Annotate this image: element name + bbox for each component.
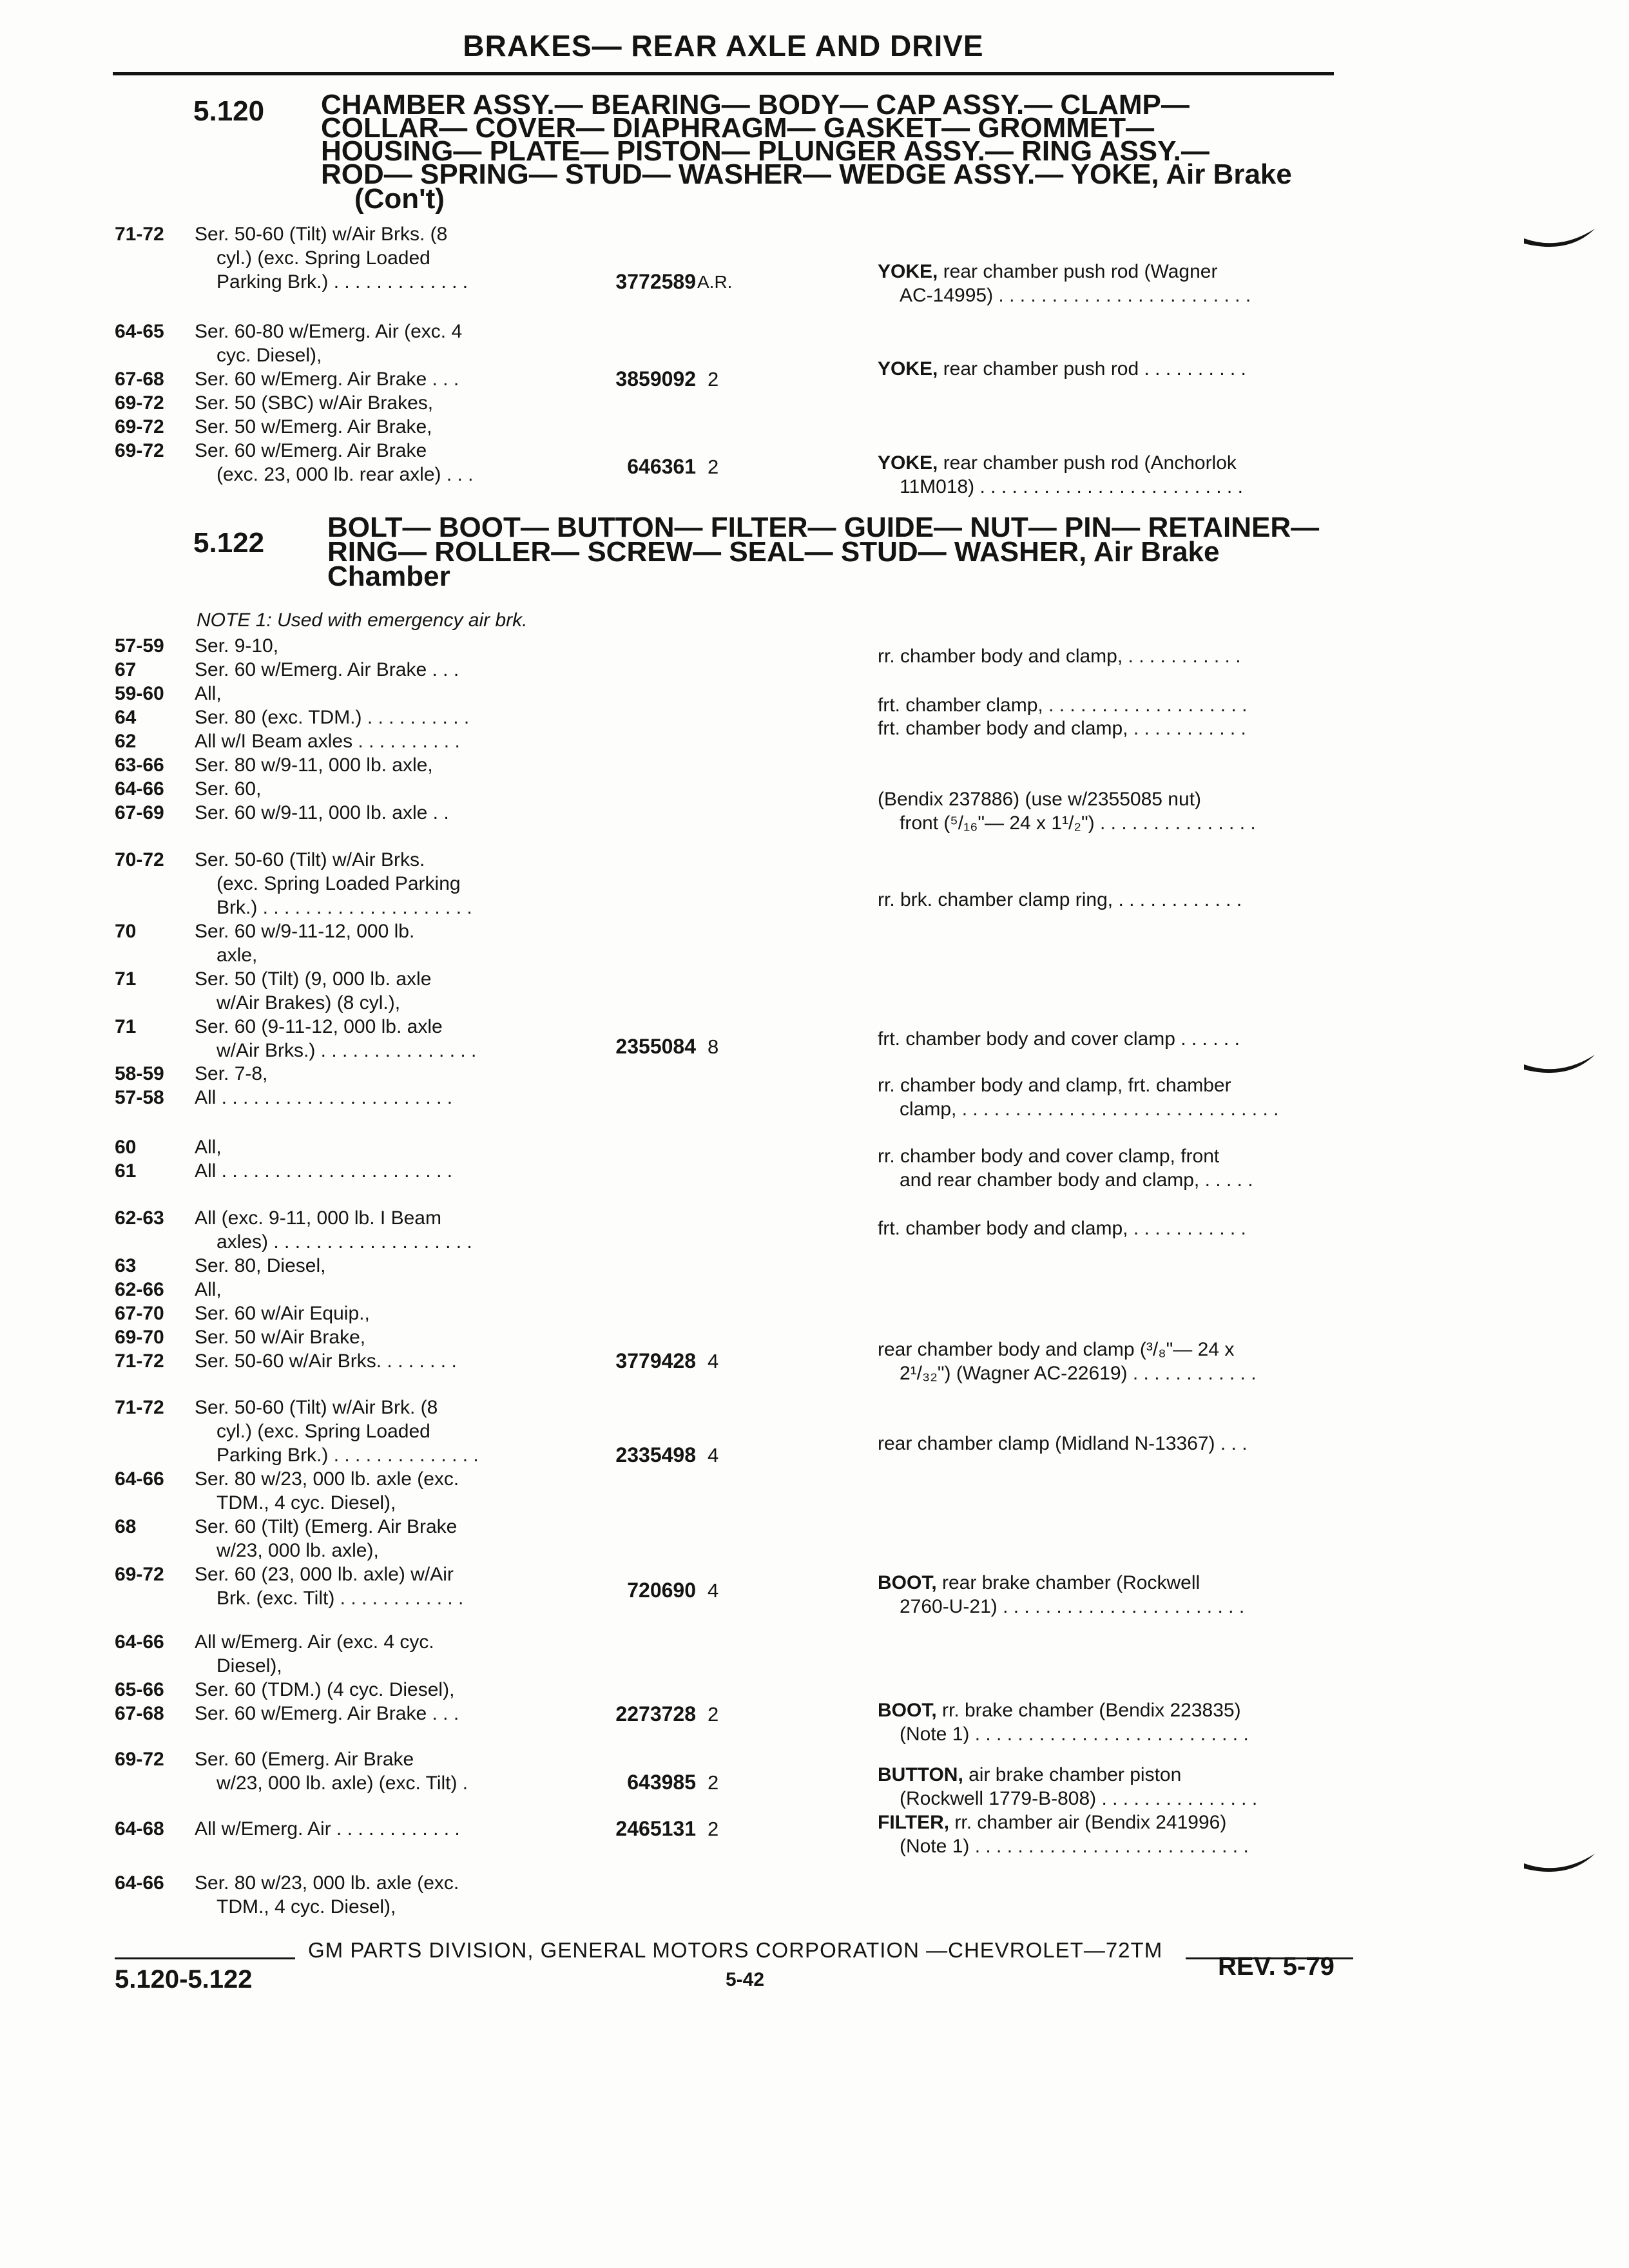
part-name-text: (Rockwell 1779-B-808) . . . . . . . . . . . . . . . [900,1788,1258,1809]
year-line [115,872,164,896]
part-number: 720690 [627,1579,696,1602]
year-line: 62-63 [115,1207,164,1229]
year-line: 57-59 [115,635,164,657]
year-line: 58-59 [115,1063,164,1084]
page-number: 5-42 [726,1969,765,1990]
desc-line: w/Air Brks.) . . . . . . . . . . . . . . . [217,1040,477,1061]
desc-line: w/23, 000 lb. axle) (exc. Tilt) . [217,1773,468,1794]
part-name-text: rear brake chamber (Rockwell [936,1572,1200,1593]
desc-line: w/Air Brakes) (8 cyl.), [217,992,401,1014]
year-line [115,1230,164,1254]
desc-line: axle, [217,945,258,966]
years [115,1630,164,1725]
desc-line: cyl.) (exc. Spring Loaded [217,247,430,269]
desc-line: Ser. 50-60 (Tilt) w/Air Brks. [195,849,425,870]
years: 71-72 [115,224,164,245]
desc-line: Ser. 7-8, [195,1063,268,1084]
section-title-line: HOUSING— PLATE— PISTON— PLUNGER ASSY.— RING ASSY.— [321,135,1210,167]
part-name-bold: YOKE, [878,261,938,282]
year-line: 64-66 [115,1468,164,1490]
desc-line: cyc. Diesel), [217,345,322,366]
desc-line: Ser. 60, [195,778,262,800]
year-line [115,1491,164,1515]
year-line [115,1539,164,1562]
year-line [115,991,164,1015]
part-name-bold: YOKE, [878,452,938,474]
part-name: rear chamber clamp (Midland N-13367) . . . [878,1433,1248,1454]
section-title-line: CHAMBER ASSY.— BEARING— BODY— CAP ASSY.— CLAMP— [321,89,1190,120]
part-name-text: rr. chamber body and clamp, frt. chamber [878,1075,1231,1096]
desc-line: Ser. 60 (Tilt) (Emerg. Air Brake [195,1516,458,1537]
application [195,320,555,486]
application [195,222,555,294]
footer-rule [115,1957,295,1959]
section-number: 5.120 [193,95,265,127]
part-name [878,451,1349,499]
year-line: 71 [115,968,137,990]
part-name [878,1073,1349,1121]
part-name [878,357,1349,381]
application [195,1062,555,1110]
part-name-text: 2760-U-21) . . . . . . . . . . . . . . . . . . . . . . . [900,1596,1245,1617]
part-name-text: 11M018) . . . . . . . . . . . . . . . . . . . . . . . . . [900,476,1243,497]
year-line [115,343,164,367]
part-name [878,260,1349,307]
desc-line: Ser. 80 w/9-11, 000 lb. axle, [195,754,433,776]
desc-line: cyl.) (exc. Spring Loaded [217,1421,430,1442]
year-line: 69-72 [115,440,164,461]
part-name-text: (Note 1) . . . . . . . . . . . . . . . . . . . . . . . . . . [900,1836,1249,1857]
application [195,848,555,1062]
years: 64-68 [115,1818,164,1840]
part-name-text: rear chamber push rod (Anchorlok [938,452,1237,474]
part-number: 3772589 [615,270,696,293]
part-name [878,787,1349,835]
part-name: frt. chamber body and cover clamp . . . . . . [878,1028,1240,1050]
part-name-text: rear chamber push rod (Wagner [938,261,1218,282]
desc-line: Ser. 50-60 w/Air Brks. . . . . . . . [195,1350,457,1372]
quantity: 8 [708,1035,719,1058]
section-title-line: (Con't) [354,183,445,215]
part-number: 3779428 [615,1349,696,1372]
part-name-text: and rear chamber body and clamp, . . . . . [900,1169,1253,1191]
part-name: frt. chamber clamp, . . . . . . . . . . . . . . . . . . . [878,695,1248,716]
desc-line: Ser. 50-60 (Tilt) w/Air Brk. (8 [195,1397,438,1418]
desc-line: Ser. 60 w/9-11, 000 lb. axle . . [195,802,449,823]
desc-line: All w/Emerg. Air (exc. 4 cyc. [195,1631,434,1653]
desc-line: Ser. 60-80 w/Emerg. Air (exc. 4 [195,321,463,342]
part-name-bold: BOOT, [878,1700,937,1721]
section-title-line: RING— ROLLER— SCREW— SEAL— STUD— WASHER, Air Brake [327,536,1220,568]
years [115,1135,136,1183]
part-name: frt. chamber body and clamp, . . . . . . . . . . . [878,1218,1246,1239]
application [195,1747,555,1795]
desc-line: (exc. Spring Loaded Parking [217,873,461,894]
year-line: 67-70 [115,1303,164,1324]
desc-line: Ser. 50 w/Air Brake, [195,1327,366,1348]
year-line [115,1654,164,1678]
part-number: 2465131 [615,1817,696,1840]
years: 69-72 [115,1749,164,1770]
year-line [115,1443,164,1467]
section-title-line: ROD— SPRING— STUD— WASHER— WEDGE ASSY.— YOKE, Air Brake [321,159,1292,190]
desc-line: Ser. 80 (exc. TDM.) . . . . . . . . . . [195,707,470,728]
desc-line: w/23, 000 lb. axle), [217,1540,379,1561]
desc-line: Ser. 60 w/Emerg. Air Brake [195,440,427,461]
desc-line: TDM., 4 cyc. Diesel), [217,1492,396,1514]
application [195,1630,555,1725]
part-name-text: rr. brake chamber (Bendix 223835) [936,1700,1241,1721]
years: 64-66 [115,1872,164,1894]
part-name-text: (Bendix 237886) (use w/2355085 nut) [878,789,1202,810]
desc-line: Ser. 60 (TDM.) (4 cyc. Diesel), [195,1679,455,1700]
part-name: rr. chamber body and clamp, . . . . . . . . . . . [878,646,1241,667]
footer-corporation: GM PARTS DIVISION, GENERAL MOTORS CORPORATION —CHEVROLET—72TM [308,1938,1163,1962]
desc-line: Ser. 60 (9-11-12, 000 lb. axle [195,1016,443,1037]
quantity: 4 [708,1350,719,1372]
desc-line: Ser. 60 (Emerg. Air Brake [195,1749,414,1770]
application [195,1135,555,1183]
desc-line: Diesel), [217,1655,282,1677]
year-line [115,943,164,967]
part-name [878,1338,1349,1385]
part-name-text: 2¹/₃₂") (Wagner AC-22619) . . . . . . . . . . . . [900,1363,1257,1384]
application [195,634,555,825]
page-header: BRAKES— REAR AXLE AND DRIVE [463,29,984,62]
year-line: 67 [115,659,137,680]
part-name-text: front (⁵/₁₆"— 24 x 1¹/₂") . . . . . . . . . . . . . . . [900,812,1256,834]
desc-line: Ser. 60 w/Emerg. Air Brake . . . [195,659,459,680]
years [115,848,164,1039]
quantity: 2 [708,456,719,478]
part-number: 2273728 [615,1702,696,1725]
desc-line: Ser. 9-10, [195,635,279,657]
header-rule [113,72,1334,75]
part-name-text: clamp, . . . . . . . . . . . . . . . . . . . . . . . . . . . . . . [900,1099,1279,1120]
year-line: 71 [115,1016,137,1037]
years [115,320,164,463]
year-line: 68 [115,1516,137,1537]
year-line: 65-66 [115,1679,164,1700]
part-name-text: AC-14995) . . . . . . . . . . . . . . . . . . . . . . . . [900,285,1251,306]
desc-line: Ser. 50-60 (Tilt) w/Air Brks. (8 [195,224,448,245]
part-name-text: air brake chamber piston [963,1764,1182,1785]
part-number: 2335498 [615,1443,696,1466]
year-line: 57-58 [115,1087,164,1108]
part-name-text: rear chamber push rod . . . . . . . . . . [938,358,1246,380]
part-name [878,1571,1349,1619]
year-line: 67-68 [115,1703,164,1724]
year-line: 69-70 [115,1327,164,1348]
part-number: 3859092 [615,367,696,390]
part-name: rr. brk. chamber clamp ring, . . . . . . . . . . . . [878,889,1242,910]
revision-date: REV. 5-79 [1218,1952,1335,1981]
desc-line: All, [195,1137,222,1158]
part-name-bold: BUTTON, [878,1764,963,1785]
desc-line: Parking Brk.) . . . . . . . . . . . . . [217,271,468,293]
part-name [878,1763,1349,1811]
binder-mark-icon [1521,226,1598,258]
quantity: 2 [708,1771,719,1794]
part-name-bold: YOKE, [878,358,938,380]
year-line: 63-66 [115,754,164,776]
quantity: 2 [708,1818,719,1840]
binder-mark-icon [1521,1850,1598,1883]
section-title-line: Chamber [327,561,450,592]
desc-line: TDM., 4 cyc. Diesel), [217,1896,396,1917]
year-line: 63 [115,1255,137,1276]
quantity: 4 [708,1579,719,1602]
years [115,1396,164,1586]
part-name-text: rr. chamber body and cover clamp, front [878,1146,1220,1167]
year-line: 64-66 [115,1631,164,1653]
year-line: 70 [115,921,137,942]
application [195,1817,555,1841]
desc-line: Ser. 80 w/23, 000 lb. axle (exc. [195,1872,459,1894]
part-name [878,1811,1349,1858]
year-line [115,896,164,919]
part-number: 646361 [627,455,696,478]
desc-line: All . . . . . . . . . . . . . . . . . . . . . . [195,1160,453,1182]
desc-line: Parking Brk.) . . . . . . . . . . . . . . [217,1445,479,1466]
year-line: 62 [115,731,137,752]
desc-line: Ser. 60 w/9-11-12, 000 lb. [195,921,415,942]
desc-line: (exc. 23, 000 lb. rear axle) . . . [217,464,474,485]
desc-line: Ser. 80, Diesel, [195,1255,326,1276]
year-line: 71-72 [115,1350,164,1372]
section-number: 5.122 [193,527,265,559]
desc-line: All, [195,683,222,704]
application [195,1871,555,1919]
desc-line: Brk. (exc. Tilt) . . . . . . . . . . . . [217,1588,464,1609]
year-line: 69-72 [115,392,164,414]
desc-line: Ser. 60 w/Air Equip., [195,1303,370,1324]
application [195,1396,555,1610]
part-name-text: rr. chamber air (Bendix 241996) [949,1812,1227,1833]
desc-line: Ser. 50 w/Emerg. Air Brake, [195,416,432,437]
section-title-line: COLLAR— COVER— DIAPHRAGM— GASKET— GROMMET— [321,112,1155,144]
part-name-text: (Note 1) . . . . . . . . . . . . . . . . . . . . . . . . . . [900,1724,1249,1745]
year-line: 69-72 [115,416,164,437]
year-line: 71-72 [115,1397,164,1418]
part-number: 643985 [627,1771,696,1794]
desc-line: All (exc. 9-11, 000 lb. I Beam [195,1207,441,1229]
years [115,1206,164,1373]
desc-line: Ser. 60 w/Emerg. Air Brake . . . [195,1703,459,1724]
desc-line: All w/Emerg. Air . . . . . . . . . . . . [195,1818,460,1840]
desc-line: All . . . . . . . . . . . . . . . . . . . . . . [195,1087,453,1108]
desc-line: Ser. 60 (23, 000 lb. axle) w/Air [195,1564,454,1585]
part-name: frt. chamber body and clamp, . . . . . . . . . . . [878,718,1246,739]
part-name-bold: FILTER, [878,1812,950,1833]
part-number: 2355084 [615,1035,696,1058]
quantity: 2 [708,368,719,390]
year-line: 64-65 [115,321,164,342]
section-title-line: BOLT— BOOT— BUTTON— FILTER— GUIDE— NUT— PIN— RETAINER— [327,512,1320,543]
years [115,634,164,825]
quantity: 2 [708,1703,719,1725]
quantity: A.R. [697,272,733,292]
year-line: 70-72 [115,849,164,870]
section-range: 5.120-5.122 [115,1965,253,1994]
part-name-text: rear chamber body and clamp (³/₈"— 24 x [878,1339,1235,1360]
part-name-bold: BOOT, [878,1572,937,1593]
desc-line: Ser. 50 (SBC) w/Air Brakes, [195,392,434,414]
year-line: 61 [115,1160,137,1182]
desc-line: axles) . . . . . . . . . . . . . . . . . . . [217,1231,472,1253]
year-line: 60 [115,1137,137,1158]
years [115,1062,164,1110]
binder-mark-icon [1521,1052,1598,1084]
desc-line: Ser. 80 w/23, 000 lb. axle (exc. [195,1468,459,1490]
desc-line: All w/I Beam axles . . . . . . . . . . [195,731,460,752]
year-line: 59-60 [115,683,164,704]
desc-line: Brk.) . . . . . . . . . . . . . . . . . . . . [217,897,472,918]
year-line: 64-66 [115,778,164,800]
year-line: 64 [115,707,137,728]
part-name [878,1144,1349,1192]
desc-line: Ser. 50 (Tilt) (9, 000 lb. axle [195,968,432,990]
section-note: NOTE 1: Used with emergency air brk. [197,610,528,631]
desc-line: Ser. 60 w/Emerg. Air Brake . . . [195,369,459,390]
part-name [878,1698,1349,1746]
year-line: 69-72 [115,1564,164,1585]
application [195,1206,555,1373]
year-line: 67-69 [115,802,164,823]
quantity: 4 [708,1444,719,1466]
year-line: 62-66 [115,1279,164,1300]
desc-line: All, [195,1279,222,1300]
year-line: 67-68 [115,369,164,390]
year-line [115,1419,164,1443]
